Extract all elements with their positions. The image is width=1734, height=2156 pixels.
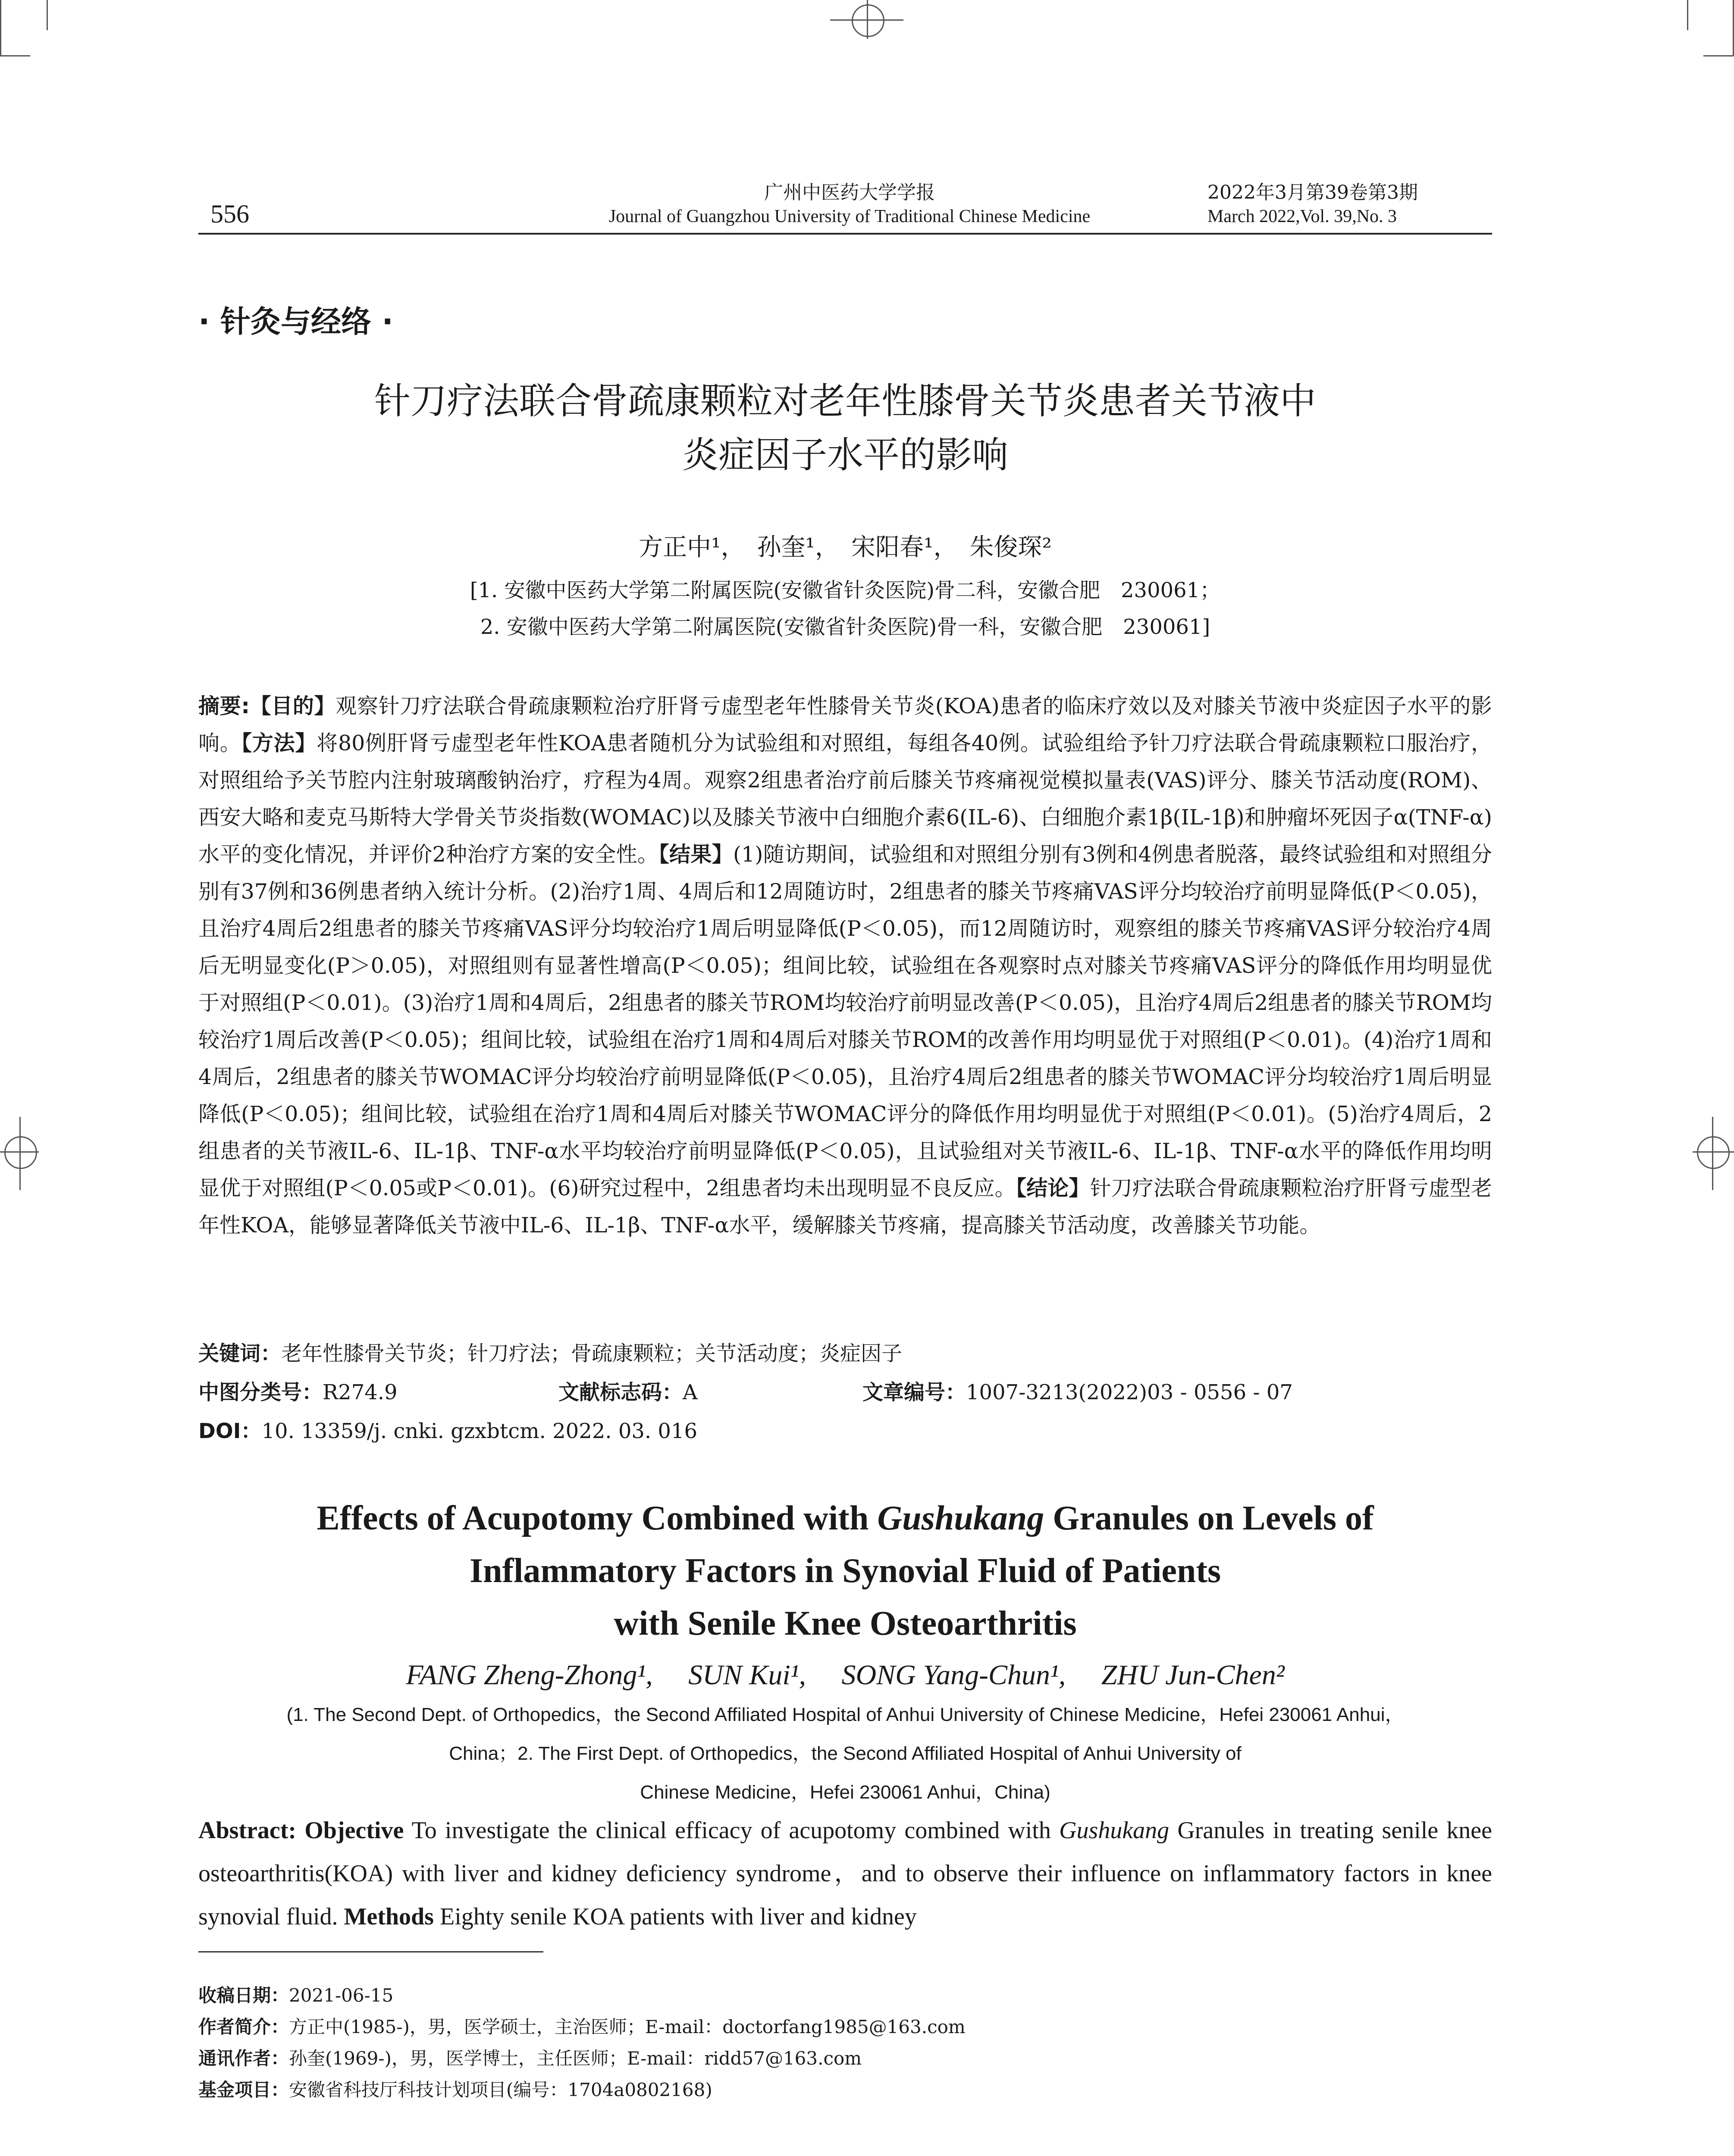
article-number-label: 文章编号：	[862, 1380, 966, 1404]
journal-title-en: Journal of Guangzhou University of Traditional Chinese Medicine	[608, 207, 1091, 226]
doi-row	[198, 1414, 697, 1444]
title-cn-line-2: 炎症因子水平的影响	[682, 434, 1008, 476]
affiliation-en-1: (1. The Second Dept. of Orthopedics，the Second Affiliated Hospital of Anhui University of Chinese Medicine，Hefei 230061 Anhui，	[286, 1704, 1404, 1725]
header-rule	[198, 233, 1492, 235]
footnote-author-bio-value: 方正中(1985-)，男，医学硕士，主治医师；E-mail：doctorfang1985@163.com	[289, 2016, 966, 2037]
keywords-row	[198, 1337, 902, 1366]
clc-value: R274.9	[323, 1380, 398, 1404]
title-en-line-3: with Senile Knee Osteoarthritis	[614, 1604, 1077, 1642]
objective-label-cn: 【目的】	[249, 694, 336, 718]
affiliation-en-2: China；2. The First Dept. of Orthopedics，the Second Affiliated Hospital of Anhui University of	[449, 1743, 1242, 1764]
doc-code-row	[558, 1376, 698, 1405]
article-number-value: 1007-3213(2022)03 - 0556 - 07	[966, 1380, 1293, 1404]
footnote-received-value: 2021-06-15	[289, 1985, 394, 2006]
title-en-line-1-italic: Gushukang	[877, 1499, 1044, 1537]
objective-text-en-a: To investigate the clinical efficacy of acupotomy combined with	[404, 1817, 1060, 1844]
objective-text-en-italic: Gushukang	[1059, 1817, 1170, 1844]
objective-label-en: Objective	[304, 1817, 404, 1844]
conclusion-text-cn: 针刀疗法联合骨疏康颗粒治疗肝肾亏虚型老年性KOA，能够显著降低关节液中IL-6、IL-1β、TNF-α水平，缓解膝关节疼痛，提高膝关节活动度，改善膝关节功能。	[198, 1176, 1492, 1238]
methods-text-en: Eighty senile KOA patients with liver and kidney	[433, 1903, 917, 1930]
methods-text-cn: 将80例肝肾亏虚型老年性KOA患者随机分为试验组和对照组，每组各40例。试验组给予针刀疗法联合骨疏康颗粒口服治疗，对照组给予关节腔内注射玻璃酸钠治疗，疗程为4周。观察2组患者治疗前后膝关节疼痛视觉模拟量表(VAS)评分、膝关节活动度(ROM)、西安大略和麦克马斯特大学骨关节炎指数(WOMAC)以及膝关节液中白细胞介素6(IL-6)、白细胞介素1β(IL-1β)和肿瘤坏死因子α(TNF-α)水平的变化情况，并评价2种治疗方案的安全性。	[198, 731, 1492, 867]
results-text-cn: (1)随访期间，试验组和对照组分别有3例和4例患者脱落，最终试验组和对照组分别有37例和36例患者纳入统计分析。(2)治疗1周、4周后和12周随访时，2组患者的膝关节疼痛VAS评分均较治疗前明显降低(P＜0.05)，且治疗4周后2组患者的膝关节疼痛VAS评分均较治疗1周后明显降低(P＜0.05)，而12周随访时，观察组的膝关节疼痛VAS评分较治疗4周后无明显变化(P＞0.05)，对照组则有显著性增高(P＜0.05)；组间比较，试验组在各观察时点对膝关节疼痛VAS评分的降低作用均明显优于对照组(P＜0.01)。(3)治疗1周和4周后，2组患者的膝关节ROM均较治疗前明显改善(P＜0.05)，且治疗4周后2组患者的膝关节ROM均较治疗1周后改善(P＜0.05)；组间比较，试验组在治疗1周和4周后对膝关节ROM的改善作用均明显优于对照组(P＜0.01)。(4)治疗1周和4周后，2组患者的膝关节WOMAC评分均较治疗前明显降低(P＜0.05)，且治疗4周后2组患者的膝关节WOMAC评分均较治疗1周后明显降低(P＜0.05)；组间比较，试验组在治疗1周和4周后对膝关节WOMAC评分的降低作用均明显优于对照组(P＜0.01)。(5)治疗4周后，2组患者的关节液IL-6、IL-1β、TNF-α水平均较治疗前明显降低(P＜0.05)，且试验组对关节液IL-6、IL-1β、TNF-α水平的降低作用均明显优于对照组(P＜0.05或P＜0.01)。(6)研究过程中，2组患者均未出现明显不良反应。	[198, 842, 1492, 1200]
footnote-author-bio	[198, 2013, 966, 2039]
footnote-corresponding-value: 孙奎(1969-)，男，医学博士，主任医师；E-mail：ridd57@163.com	[289, 2048, 862, 2069]
authors-cn: 方正中¹， 孙奎¹， 宋阳春¹， 朱俊琛²	[639, 533, 1052, 561]
objective-text-cn: 观察针刀疗法联合骨疏康颗粒治疗肝肾亏虚型老年性膝骨关节炎(KOA)患者的临床疗效以及对膝关节液中炎症因子水平的影响。	[198, 694, 1492, 755]
clc-row	[198, 1376, 398, 1405]
keywords-label: 关键词：	[198, 1341, 282, 1366]
doi-label: DOI：	[198, 1419, 262, 1443]
results-label-cn: 【结果】	[658, 842, 734, 867]
footnote-funding	[198, 2076, 712, 2102]
footnote-funding-label: 基金项目：	[198, 2079, 289, 2100]
footnote-received	[198, 1981, 393, 2007]
objective-text-en-b: Granules in treating senile knee osteoarthritis(KOA) with liver and kidney deficiency syndrome，and to observe their influence on inflammatory factors in knee synovial fluid.	[198, 1817, 1493, 1930]
footnote-corresponding-label: 通讯作者：	[198, 2048, 289, 2069]
footnote-funding-value: 安徽省科技厅科技计划项目(编号：1704a0802168)	[289, 2079, 712, 2100]
affiliation-cn-1: [1. 安徽中医药大学第二附属医院(安徽省针灸医院)骨二科，安徽合肥 230061；	[470, 578, 1221, 602]
methods-label-cn: 【方法】	[241, 731, 317, 755]
page-number: 556	[210, 200, 249, 228]
abstract-cn-label: 摘要:	[198, 694, 250, 718]
doi-value: 10. 13359/j. cnki. gzxbtcm. 2022. 03. 016	[261, 1419, 698, 1443]
abstract-en	[198, 1809, 1492, 1938]
footnote-rule	[198, 1951, 543, 1952]
issue-en: March 2022,Vol. 39,No. 3	[1207, 207, 1397, 226]
title-en-line-2: Inflammatory Factors in Synovial Fluid of Patients	[469, 1552, 1221, 1590]
doc-code-value: A	[683, 1380, 698, 1404]
abstract-en-label: Abstract:	[198, 1817, 297, 1844]
affiliation-cn-2: 2. 安徽中医药大学第二附属医院(安徽省针灸医院)骨一科，安徽合肥 230061]	[480, 615, 1210, 639]
methods-label-en: Methods	[344, 1903, 434, 1930]
article-number-row	[862, 1376, 1293, 1405]
title-en-line-1-b: Granules on Levels of	[1044, 1499, 1374, 1537]
footnote-author-bio-label: 作者简介：	[198, 2016, 289, 2037]
footnote-received-label: 收稿日期：	[198, 1985, 289, 2006]
affiliation-en-3: Chinese Medicine，Hefei 230061 Anhui，China)	[640, 1782, 1050, 1803]
conclusion-label-cn: 【结论】	[1016, 1176, 1090, 1200]
title-en-line-1-a: Effects of Acupotomy Combined with	[317, 1499, 878, 1537]
issue-cn: 2022年3月第39卷第3期	[1207, 182, 1418, 204]
abstract-cn	[198, 688, 1492, 1244]
section-heading: · 针灸与经络 ·	[198, 304, 393, 339]
authors-en: FANG Zheng-Zhong¹, SUN Kui¹, SONG Yang-Chun¹, ZHU Jun-Chen²	[406, 1659, 1285, 1691]
title-cn-line-1: 针刀疗法联合骨疏康颗粒对老年性膝骨关节炎患者关节液中	[374, 380, 1316, 422]
doc-code-label: 文献标志码：	[558, 1380, 683, 1404]
journal-title-cn: 广州中医药大学学报	[764, 182, 935, 204]
clc-label: 中图分类号：	[198, 1380, 323, 1404]
title-en-line-1	[198, 1492, 1492, 1545]
keywords-value: 老年性膝骨关节炎；针刀疗法；骨疏康颗粒；关节活动度；炎症因子	[281, 1341, 903, 1366]
footnote-corresponding	[198, 2044, 862, 2070]
